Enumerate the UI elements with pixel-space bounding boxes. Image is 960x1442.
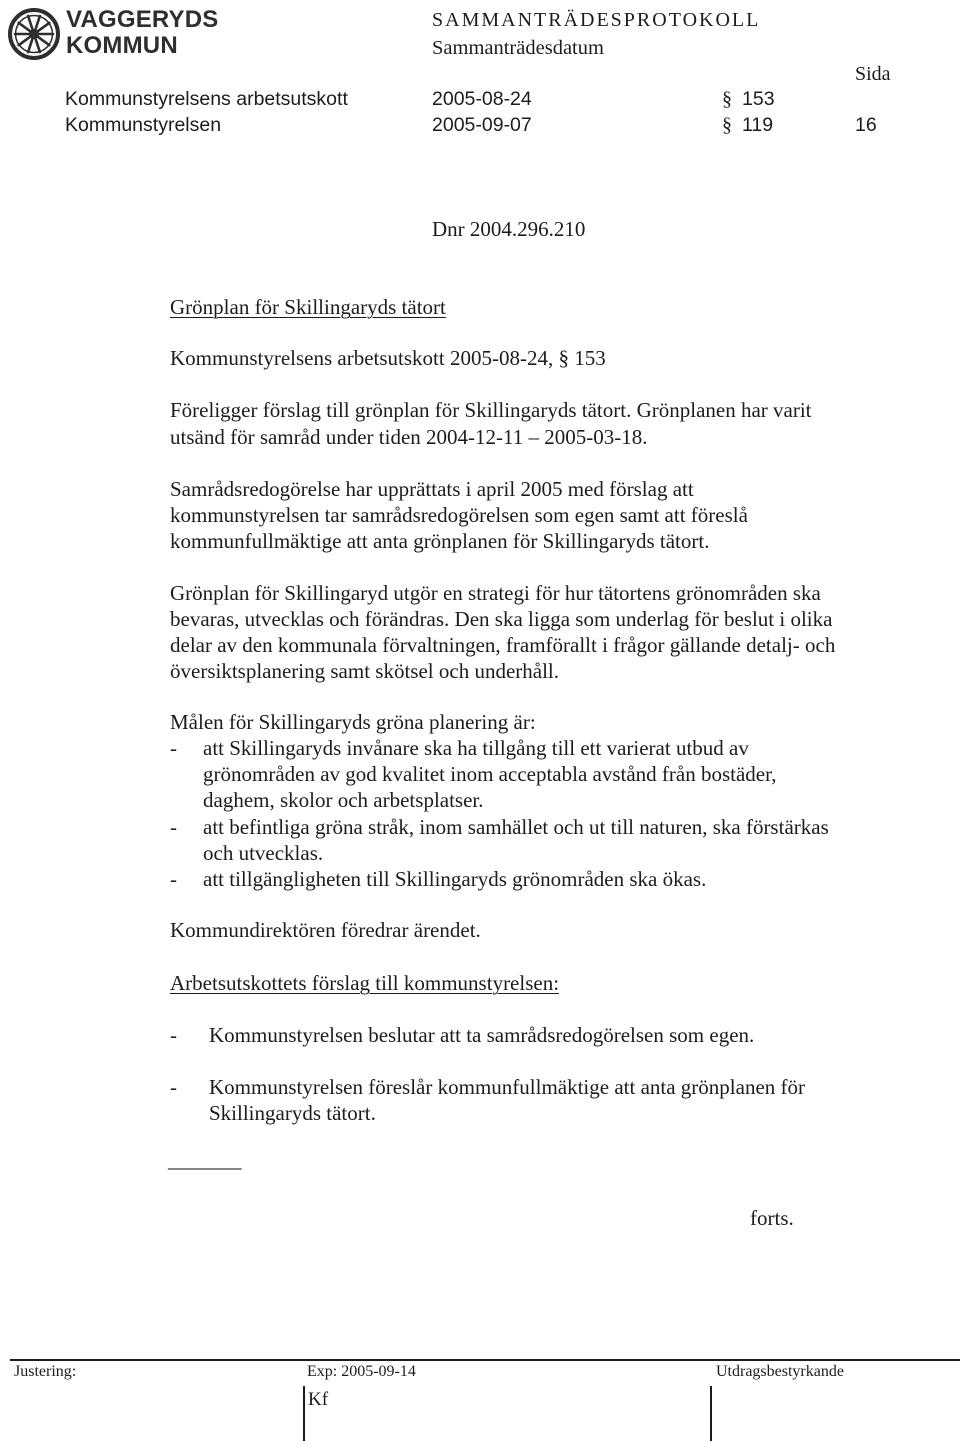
footer-divider xyxy=(710,1386,712,1441)
extract-certification-label: Utdragsbestyrkande xyxy=(716,1363,844,1380)
list-bullet: - xyxy=(170,815,177,839)
proposal-heading: Arbetsutskottets förslag till kommunstyrelsen: xyxy=(170,971,560,995)
paragraph-line: bevaras, utvecklas och förändras. Den ska ligga som underlag för beslut i olika xyxy=(170,607,833,631)
logo-text-line2: KOMMUN xyxy=(66,32,178,59)
paragraph-line: Grönplan för Skillingaryd utgör en strategi för hur tätortens grönområden ska xyxy=(170,581,821,605)
page-label: Sida xyxy=(855,63,891,85)
continued-note: forts. xyxy=(750,1206,794,1230)
goals-intro: Målen för Skillingaryds gröna planering är: xyxy=(170,710,536,734)
paragraph-line: Samrådsredogörelse har upprättats i april 2005 med förslag att xyxy=(170,477,694,501)
list-item-line: att Skillingaryds invånare ska ha tillgång till ett varierat utbud av xyxy=(203,736,749,760)
list-bullet: - xyxy=(170,1023,177,1047)
paragraph-line: Föreligger förslag till grönplan för Skillingaryds tätort. Grönplanen har varit xyxy=(170,398,812,422)
separator-line: _______ xyxy=(168,1148,242,1172)
paragraph-line: utsänd för samråd under tiden 2004-12-11 – 2005-03-18. xyxy=(170,425,648,449)
list-item-line: att tillgängligheten till Skillingaryds grönområden ska ökas. xyxy=(203,867,707,891)
list-bullet: - xyxy=(170,867,177,891)
expedition-date: Exp: 2005-09-14 xyxy=(307,1363,416,1380)
section-sign: § xyxy=(722,114,732,136)
logo-text-line1: VAGGERYDS xyxy=(66,6,219,33)
footer-rule xyxy=(10,1359,960,1361)
wheel-logo-icon xyxy=(7,7,61,61)
meeting-date: 2005-09-07 xyxy=(432,114,532,136)
section-number: 119 xyxy=(742,114,774,136)
page-number: 16 xyxy=(855,114,877,136)
case-number: Dnr 2004.296.210 xyxy=(432,217,586,241)
list-item-line: grönområden av god kvalitet inom acceptabla avstånd från bostäder, xyxy=(203,762,777,786)
list-bullet: - xyxy=(170,736,177,760)
meeting-body: Kommunstyrelsen xyxy=(65,114,222,136)
paragraph-line: kommunfullmäktige att anta grönplanen för Skillingaryds tätort. xyxy=(170,529,710,553)
case-title: Grönplan för Skillingaryds tätort xyxy=(170,295,446,319)
paragraph-line: delar av den kommunala förvaltningen, framförallt i frågor gällande detalj- och xyxy=(170,633,836,657)
recipient: Kf xyxy=(308,1389,329,1410)
section-sign: § xyxy=(722,88,732,110)
list-item-line: och utvecklas. xyxy=(203,841,324,865)
list-item-line: Kommunstyrelsen föreslår kommunfullmäktige att anta grönplanen för xyxy=(209,1075,806,1099)
paragraph-line: kommunstyrelsen tar samrådsredogörelsen som egen samt att föreslå xyxy=(170,503,748,527)
section-number: 153 xyxy=(742,88,775,110)
presenter-note: Kommundirektören föredrar ärendet. xyxy=(170,918,481,942)
case-reference: Kommunstyrelsens arbetsutskott 2005-08-24, § 153 xyxy=(170,346,606,370)
meeting-date: 2005-08-24 xyxy=(432,88,532,110)
list-item-line: Skillingaryds tätort. xyxy=(209,1101,376,1125)
paragraph-line: översiktsplanering samt skötsel och underhåll. xyxy=(170,659,560,683)
list-item-line: att befintliga gröna stråk, inom samhället och ut till naturen, ska förstärkas xyxy=(203,815,829,839)
meeting-date-label: Sammanträdesdatum xyxy=(432,37,604,59)
list-bullet: - xyxy=(170,1075,177,1099)
justering-label: Justering: xyxy=(14,1363,77,1380)
document-type: SAMMANTRÄDESPROTOKOLL xyxy=(432,9,761,31)
footer-divider xyxy=(303,1386,305,1441)
list-item-line: daghem, skolor och arbetsplatser. xyxy=(203,788,484,812)
list-item-line: Kommunstyrelsen beslutar att ta samrådsredogörelsen som egen. xyxy=(209,1023,755,1047)
meeting-body: Kommunstyrelsens arbetsutskott xyxy=(65,88,348,110)
